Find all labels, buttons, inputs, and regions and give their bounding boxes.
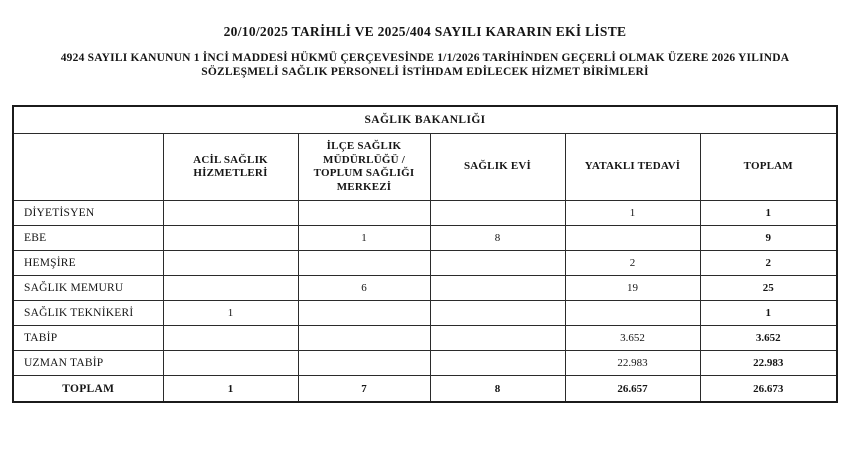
cell: 1 xyxy=(565,201,700,226)
cell xyxy=(430,351,565,376)
column-header-yatakli-tedavi: YATAKLI TEDAVİ xyxy=(565,134,700,201)
table-caption-row xyxy=(13,106,837,134)
row-label: HEMŞİRE xyxy=(13,251,163,276)
cell xyxy=(565,226,700,251)
cell-total: 25 xyxy=(700,276,837,301)
cell: 19 xyxy=(565,276,700,301)
cell-total: 9 xyxy=(700,226,837,251)
cell: 1 xyxy=(163,301,298,326)
cell xyxy=(163,276,298,301)
table-row-hemsire xyxy=(13,251,837,276)
cell xyxy=(430,251,565,276)
cell-total: 2 xyxy=(700,251,837,276)
cell xyxy=(163,351,298,376)
cell xyxy=(565,301,700,326)
row-label: SAĞLIK TEKNİKERİ xyxy=(13,301,163,326)
cell xyxy=(163,201,298,226)
total-cell: 26.657 xyxy=(565,376,700,403)
table-row-saglik-memuru xyxy=(13,276,837,301)
cell xyxy=(298,351,430,376)
document-subtitle xyxy=(0,51,850,79)
total-cell: 1 xyxy=(163,376,298,403)
total-cell: 8 xyxy=(430,376,565,403)
health-ministry-table xyxy=(12,105,838,403)
cell xyxy=(430,201,565,226)
total-cell: 26.673 xyxy=(700,376,837,403)
column-header-acil-saglik-hizmetleri: ACİL SAĞLIK HİZMETLERİ xyxy=(163,134,298,201)
cell xyxy=(430,301,565,326)
column-header-ilce-saglik-mudurlugu: İLÇE SAĞLIK MÜDÜRLÜĞÜ / TOPLUM SAĞLIĞI MERKEZİ xyxy=(298,134,430,201)
cell xyxy=(163,251,298,276)
table-caption: SAĞLIK BAKANLIĞI xyxy=(13,106,837,134)
cell xyxy=(163,326,298,351)
document-title: 20/10/2025 TARİHLİ VE 2025/404 SAYILI KARARIN EKİ LİSTE xyxy=(223,24,627,39)
cell-total: 3.652 xyxy=(700,326,837,351)
row-label: EBE xyxy=(13,226,163,251)
cell xyxy=(430,326,565,351)
cell: 2 xyxy=(565,251,700,276)
cell-total: 1 xyxy=(700,201,837,226)
column-header-saglik-evi: SAĞLIK EVİ xyxy=(430,134,565,201)
cell xyxy=(298,326,430,351)
table-row-diyetisyen xyxy=(13,201,837,226)
cell xyxy=(298,201,430,226)
cell: 1 xyxy=(298,226,430,251)
row-label: UZMAN TABİP xyxy=(13,351,163,376)
row-label: TABİP xyxy=(13,326,163,351)
total-row-label: TOPLAM xyxy=(13,376,163,403)
cell: 8 xyxy=(430,226,565,251)
total-cell: 7 xyxy=(298,376,430,403)
table-row-ebe xyxy=(13,226,837,251)
row-label: SAĞLIK MEMURU xyxy=(13,276,163,301)
cell xyxy=(298,251,430,276)
table-row-saglik-teknikeri xyxy=(13,301,837,326)
cell xyxy=(430,276,565,301)
table-header-row xyxy=(13,134,837,201)
row-label: DİYETİSYEN xyxy=(13,201,163,226)
document-subtitle-line2: SÖZLEŞMELİ SAĞLIK PERSONELİ İSTİHDAM EDİLECEK HİZMET BİRİMLERİ xyxy=(201,66,649,78)
cell-total: 22.983 xyxy=(700,351,837,376)
cell: 6 xyxy=(298,276,430,301)
cell: 3.652 xyxy=(565,326,700,351)
column-header-empty xyxy=(13,134,163,201)
document-subtitle-line1: 4924 SAYILI KANUNUN 1 İNCİ MADDESİ HÜKMÜ ÇERÇEVESİNDE 1/1/2026 TARİHİNDEN GEÇERLİ OLMAK ÜZERE 2026 YILINDA xyxy=(60,52,790,64)
column-header-toplam: TOPLAM xyxy=(700,134,837,201)
cell xyxy=(298,301,430,326)
table-total-row xyxy=(13,376,837,403)
cell xyxy=(163,226,298,251)
cell: 22.983 xyxy=(565,351,700,376)
table-row-tabip xyxy=(13,326,837,351)
cell-total: 1 xyxy=(700,301,837,326)
table-row-uzman-tabip xyxy=(13,351,837,376)
